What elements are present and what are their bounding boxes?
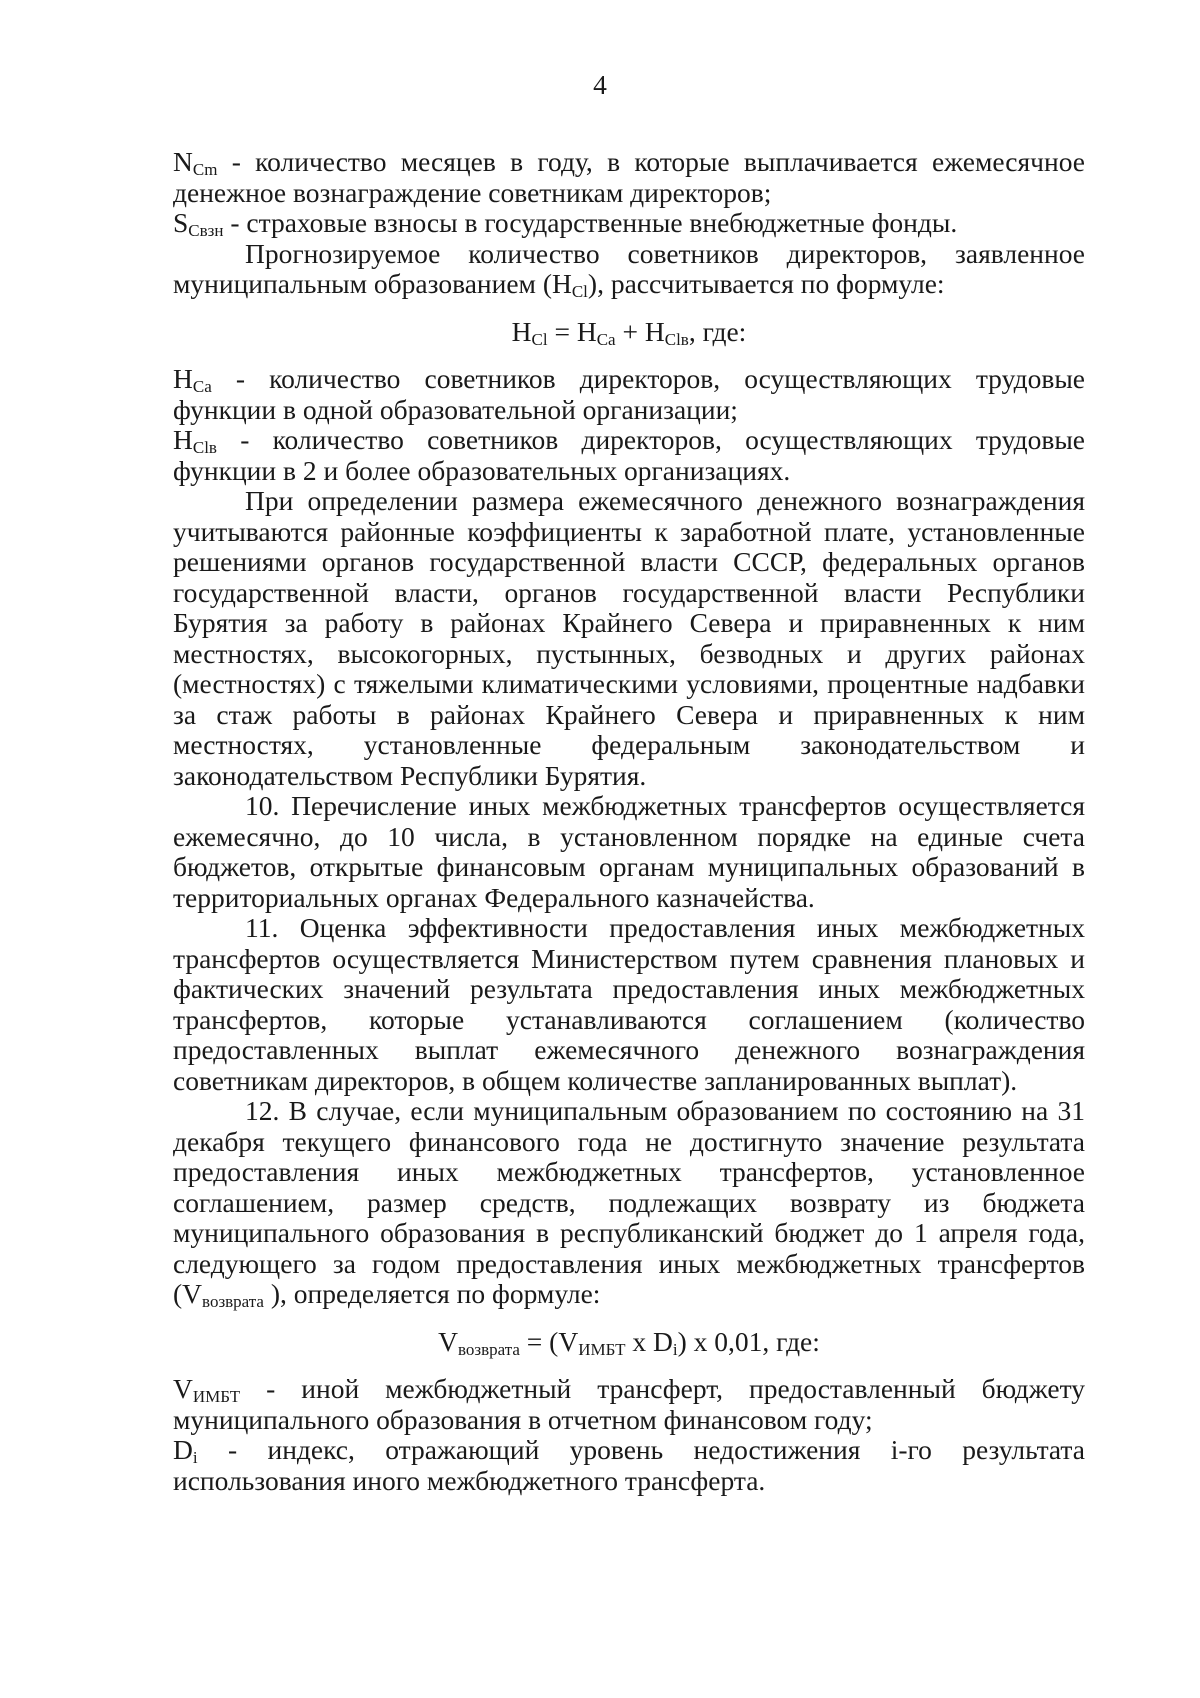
- definition-vimbt: [173, 1374, 1085, 1435]
- formula-part: + Н: [615, 315, 665, 347]
- formula-part: = Н: [547, 315, 597, 347]
- symbol-subscript: Свзн: [188, 221, 224, 240]
- paragraph-text: ), рассчитывается по формуле:: [587, 268, 945, 299]
- symbol: V: [173, 1373, 193, 1404]
- formula-v-return: [173, 1327, 1085, 1358]
- page-body: [173, 147, 1085, 1496]
- formula-subscript: ИМБТ: [578, 1339, 626, 1359]
- paragraph-10: 10. Перечисление иных межбюджетных трансфертов осуществляется ежемесячно, до 10 числа, в установленном порядке на единые счета бюджетов, открытые финансовым органам муниципальных образований в территориальных органах Федерального казначейства.: [173, 790, 1085, 913]
- paragraph-forecast: [173, 239, 1085, 300]
- formula-part: V: [438, 1325, 458, 1357]
- symbol-subscript: Clв: [192, 438, 217, 457]
- formula-part: Н: [511, 315, 532, 347]
- definition-text: - индекс, отражающий уровень недостижения i-го результата использования иного межбюджетного трансферта.: [173, 1434, 1085, 1496]
- paragraph-text: ), определяется по формуле:: [263, 1278, 601, 1309]
- page-number: 4: [593, 69, 607, 100]
- definition-text: - количество советников директоров, осуществляющих трудовые функции в 2 и более образовательных организациях.: [173, 424, 1085, 486]
- definition-scvzn: [173, 208, 1085, 239]
- symbol-subscript: ИМБТ: [192, 1387, 241, 1406]
- symbol-subscript: Cm: [192, 160, 218, 179]
- definition-text: - количество месяцев в году, в которые выплачивается ежемесячное денежное вознаграждение советникам директоров;: [173, 146, 1085, 208]
- formula-part: = (V: [519, 1325, 579, 1357]
- formula-subscript: i: [672, 1339, 678, 1359]
- formula-subscript: Ca: [596, 329, 616, 349]
- formula-subscript: возврата: [457, 1339, 520, 1359]
- definition-text: - страховые взносы в государственные внебюджетные фонды.: [223, 207, 958, 238]
- paragraph-text: 12. В случае, если муниципальным образованием по состоянию на 31 декабря текущего финансового года не достигнуто значение результата предоставления иных межбюджетных трансфертов, установленное соглашением, размер средств, подлежащих возврату из бюджета муниципального образования в республиканский бюджет до 1 апреля года, следующего за годом предоставления иных межбюджетных трансфертов (V: [173, 1095, 1085, 1309]
- paragraph-coefficients: При определении размера ежемесячного денежного вознаграждения учитываются районные коэффициенты к заработной плате, установленные решениями органов государственной власти СССР, федеральных органов государственной власти, органов государственной власти Республики Бурятия за работу в районах Крайнего Севера и приравненных к ним местностях, высокогорных, пустынных, безводных и других районах (местностях) с тяжелыми климатическими условиями, процентные надбавки за стаж работы в районах Крайнего Севера и приравненных к ним местностях, установленные федеральным законодательством и законодательством Республики Бурятия.: [173, 485, 1085, 791]
- definition-hca: [173, 364, 1085, 425]
- definition-text: - количество советников директоров, осуществляющих трудовые функции в одной образовательной организации;: [173, 363, 1085, 425]
- symbol: Н: [173, 424, 193, 455]
- symbol-subscript: Ca: [192, 377, 212, 396]
- symbol-subscript: возврата: [202, 1292, 264, 1311]
- definition-ncm: [173, 147, 1085, 208]
- formula-part: , где:: [688, 315, 747, 347]
- paragraph-text: Прогнозируемое количество советников директоров, заявленное муниципальным образованием (Н: [173, 237, 1085, 299]
- symbol-subscript: Cl: [571, 282, 588, 301]
- symbol: S: [173, 207, 189, 238]
- formula-part: ) x 0,01, где:: [677, 1325, 820, 1357]
- paragraph-11: 11. Оценка эффективности предоставления иных межбюджетных трансфертов осуществляется Министерством путем сравнения плановых и фактических значений результата предоставления иных межбюджетных трансфертов, которые устанавливаются соглашением (количество предоставленных выплат ежемесячного денежного вознаграждения советникам директоров, в общем количестве запланированных выплат).: [173, 912, 1085, 1096]
- definition-text: - иной межбюджетный трансферт, предоставленный бюджету муниципального образования в отчетном финансовом году;: [173, 1373, 1085, 1435]
- definition-hclv: [173, 425, 1085, 486]
- formula-subscript: Cl: [531, 329, 548, 349]
- symbol: Н: [173, 363, 193, 394]
- paragraph-12: [173, 1096, 1085, 1310]
- definition-di: [173, 1435, 1085, 1496]
- formula-part: x D: [625, 1325, 673, 1357]
- formula-hcl: [173, 317, 1085, 348]
- symbol: D: [173, 1434, 193, 1465]
- symbol: N: [173, 146, 193, 177]
- symbol-subscript: i: [192, 1448, 198, 1467]
- formula-subscript: Clв: [664, 329, 689, 349]
